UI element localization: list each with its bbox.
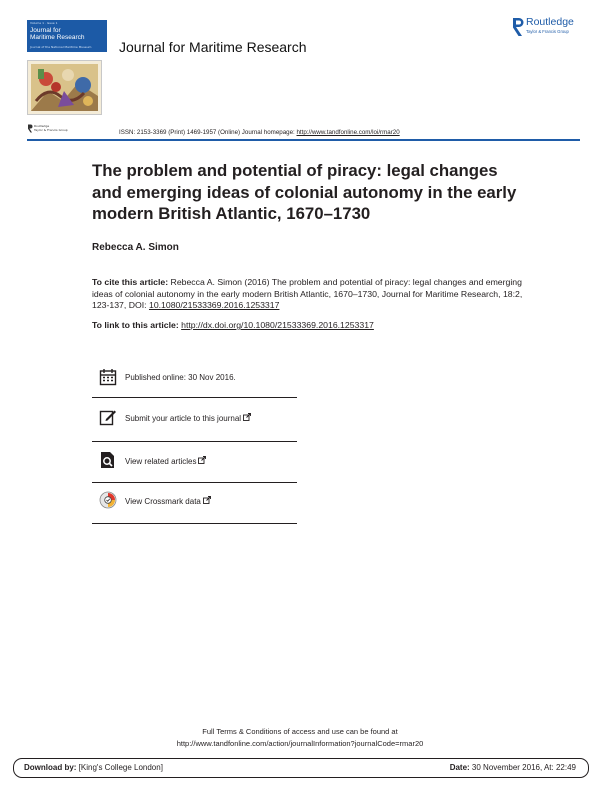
submit-article-label: Submit your article to this journal	[125, 414, 242, 423]
routledge-tagline: Taylor & Francis Group	[526, 29, 569, 34]
divider	[92, 482, 297, 483]
download-by	[24, 763, 163, 772]
small-logo-text	[34, 125, 68, 132]
download-value: [King's College London]	[76, 763, 163, 772]
download-info-bar	[13, 758, 589, 778]
crossmark-link[interactable]	[125, 496, 211, 506]
date-value: 30 November 2016, At: 22:49	[469, 763, 576, 772]
small-logo-line1: Routledge	[34, 124, 50, 128]
journal-cover	[27, 20, 107, 52]
journal-title: Journal for Maritime Research	[119, 39, 307, 55]
crossmark-icon	[99, 491, 117, 509]
cover-title-line2: Maritime Research	[30, 34, 85, 41]
cover-subtitle: Journal of the National Maritime Museum	[30, 45, 92, 49]
related-articles-icon	[99, 451, 117, 469]
cover-painting-image	[27, 60, 102, 115]
routledge-name: Routledge	[526, 16, 574, 28]
divider	[92, 523, 297, 524]
cover-title-line1: Journal for	[30, 27, 61, 34]
submit-article-link[interactable]	[125, 413, 251, 423]
terms-text: Full Terms & Conditions of access and use can be found at	[202, 727, 398, 736]
cover-header: Volume 1 · Issue 1	[30, 21, 58, 25]
journal-homepage-link[interactable]: http://www.tandfonline.com/loi/rmar20	[296, 129, 400, 136]
related-articles-label: View related articles	[125, 457, 197, 466]
small-r-icon	[27, 124, 33, 133]
link-block	[92, 320, 532, 332]
external-link-icon	[203, 496, 211, 504]
edit-document-icon	[99, 408, 117, 426]
link-label: To link to this article:	[92, 320, 182, 330]
issn-line	[119, 129, 400, 136]
citation-block	[92, 277, 532, 312]
external-link-icon	[243, 413, 251, 421]
crossmark-label: View Crossmark data	[125, 497, 201, 506]
cover-title	[30, 27, 85, 41]
article-author: Rebecca A. Simon	[92, 242, 179, 253]
related-articles-link[interactable]	[125, 456, 206, 466]
article-title: The problem and potential of piracy: legal changes and emerging ideas of colonial autonomy in the early modern British Atlantic, 1670–1730	[92, 161, 517, 223]
citation-label: To cite this article:	[92, 277, 169, 287]
issn-text: ISSN: 2153-3369 (Print) 1469-1957 (Online) Journal homepage:	[119, 129, 297, 136]
citation-text: Rebecca A. Simon (2016) The problem and potential of piracy: legal changes and emerging ideas of colonial autonomy in the early modern British Atlantic, 1670–1730, Journal for Maritime Research, 18:2, 123-137, DOI:	[92, 277, 523, 311]
date-label: Date:	[449, 763, 470, 772]
small-publisher-logo	[27, 124, 68, 134]
divider	[92, 441, 297, 442]
terms-link[interactable]: http://www.tandfonline.com/action/journalInformation?journalCode=rmar20	[176, 739, 424, 748]
calendar-icon	[99, 368, 117, 386]
article-doi-link[interactable]: http://dx.doi.org/10.1080/21533369.2016.1253317	[181, 320, 374, 330]
external-link-icon	[198, 456, 206, 464]
small-logo-line2: Taylor & Francis Group	[34, 127, 68, 132]
published-date: Published online: 30 Nov 2016.	[125, 373, 236, 382]
header-divider	[27, 139, 580, 141]
divider	[92, 397, 297, 398]
routledge-r-icon	[511, 17, 524, 37]
download-date	[450, 763, 576, 772]
download-label: Download by:	[24, 763, 77, 772]
citation-doi-link[interactable]: 10.1080/21533369.2016.1253317	[148, 300, 280, 311]
routledge-logo[interactable]	[511, 16, 581, 40]
